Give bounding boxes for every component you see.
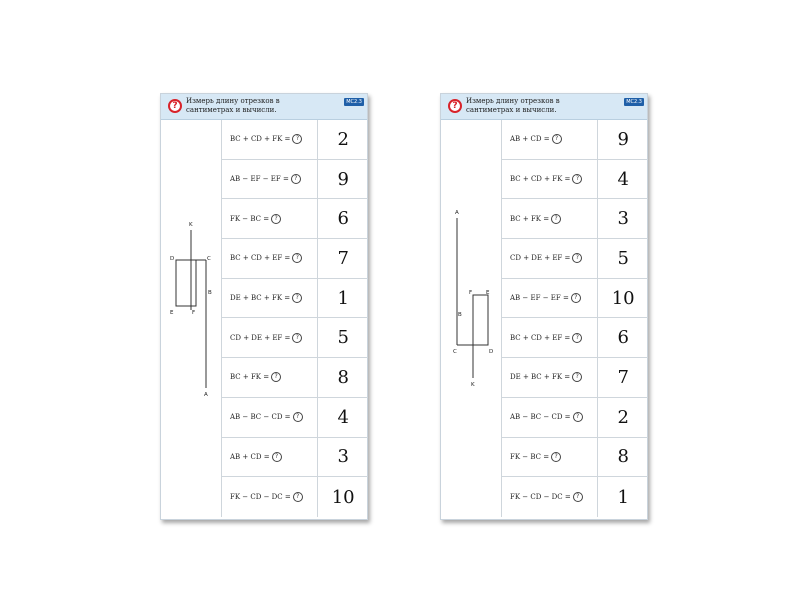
expression-cell [222,174,317,184]
table-row [222,199,368,239]
table-row [502,239,648,279]
question-mark-icon: ? [272,452,282,462]
question-mark-icon: ? [551,214,561,224]
expression-text: AB − BC − CD = [510,413,571,422]
expression-cell [502,134,597,144]
question-mark-icon: ? [292,134,302,144]
question-mark-icon: ? [293,412,303,422]
expression-table [501,120,648,517]
point-c-label: C [207,256,211,262]
point-c-label: C [453,349,457,355]
question-mark-icon: ? [573,492,583,502]
expression-cell [502,214,597,224]
expression-text: DE + BC + FK = [510,373,571,382]
answer-cell: 10 [317,477,368,517]
answer-cell: 8 [597,438,648,477]
answer-cell: 7 [597,358,648,397]
answer-cell: 9 [597,120,648,159]
expression-text: FK − BC = [230,214,270,223]
table-row [222,477,368,517]
point-k-label: K [189,222,193,228]
expression-cell [502,333,597,343]
table-row [222,318,368,358]
expression-text: CD + DE + EF = [230,333,291,342]
table-row [222,239,368,279]
question-mark-icon: ? [552,134,562,144]
question-mark-icon: ? [292,333,302,343]
point-a-label: A [204,392,208,398]
expression-text: CD + DE + EF = [510,254,571,263]
question-mark-icon: ? [271,214,281,224]
question-mark-icon: ? [293,492,303,502]
answer-cell: 3 [597,199,648,238]
table-row [502,358,648,398]
expression-cell [222,333,317,343]
table-row [502,477,648,517]
answer-cell: 2 [597,398,648,437]
expression-text: FK − CD − DC = [510,493,571,502]
segment-figure [441,120,501,518]
table-row [502,120,648,160]
expression-text: BC + CD + EF = [510,333,571,342]
answer-cell: 9 [317,160,368,199]
answer-cell: 2 [317,120,368,159]
table-row [502,160,648,200]
expression-table [221,120,368,517]
expression-text: AB + CD = [510,135,550,144]
table-row [222,398,368,438]
question-mark-icon: ? [551,452,561,462]
task-code-badge: МС2.3 [346,99,362,105]
expression-cell [502,412,597,422]
expression-text: AB − BC − CD = [230,413,291,422]
question-mark-icon: ? [572,372,582,382]
question-mark-icon: ? [572,253,582,263]
answer-cell: 5 [317,318,368,357]
table-row [502,199,648,239]
question-mark-icon: ? [271,372,281,382]
answer-cell: 10 [597,279,648,318]
expression-text: FK − BC = [510,452,550,461]
point-d-label: D [489,349,494,355]
expression-text: AB − EF − EF = [510,294,569,303]
table-row [222,279,368,319]
table-row [222,160,368,200]
table-row [222,120,368,160]
expression-text: DE + BC + FK = [230,294,291,303]
point-b-label: B [458,312,462,318]
table-row [502,279,648,319]
question-mark-icon: ? [291,174,301,184]
expression-cell [502,174,597,184]
answer-cell: 1 [597,477,648,517]
answer-cell: 6 [317,199,368,238]
question-icon: ? [448,99,462,113]
expression-cell [222,134,317,144]
point-f-label: F [192,310,196,316]
expression-text: BC + FK = [510,214,550,223]
expression-cell [502,492,597,502]
expression-text: BC + CD + FK = [510,175,571,184]
expression-text: AB + CD = [230,452,270,461]
question-mark-icon: ? [292,253,302,263]
expression-cell [502,253,597,263]
answer-cell: 7 [317,239,368,278]
expression-cell [222,452,317,462]
point-d-label: D [170,256,175,262]
expression-cell [222,492,317,502]
question-mark-icon: ? [572,174,582,184]
card-header [161,94,367,120]
question-mark-icon: ? [573,412,583,422]
answer-cell: 5 [597,239,648,278]
answer-cell: 3 [317,438,368,477]
expression-cell [222,253,317,263]
answer-cell: 4 [597,160,648,199]
table-row [222,438,368,478]
table-row [502,398,648,438]
expression-cell [222,293,317,303]
question-icon: ? [168,99,182,113]
point-e-label: E [486,290,490,296]
expression-text: BC + CD + EF = [230,254,291,263]
expression-text: AB − EF − EF = [230,175,289,184]
task-card-2 [440,93,648,520]
answer-cell: 1 [317,279,368,318]
point-b-label: B [208,290,212,296]
point-k-label: K [471,382,475,388]
point-f-label: F [469,290,473,296]
segment-figure [161,120,221,518]
point-e-label: E [170,310,174,316]
expression-cell [502,293,597,303]
table-row [222,358,368,398]
expression-text: FK − CD − DC = [230,493,291,502]
expression-cell [502,372,597,382]
answer-cell: 8 [317,358,368,397]
question-mark-icon: ? [571,293,581,303]
instruction-text: Измерь длину отрезков в сантиметрах и вычисли. [466,97,560,114]
point-a-label: A [455,210,459,216]
card-header [441,94,647,120]
question-mark-icon: ? [292,293,302,303]
expression-cell [222,372,317,382]
table-row [502,318,648,358]
expression-text: BC + FK = [230,373,270,382]
expression-cell [502,452,597,462]
table-row [502,438,648,478]
expression-cell [222,412,317,422]
answer-cell: 6 [597,318,648,357]
task-code-badge: МС2.3 [626,99,642,105]
expression-cell [222,214,317,224]
expression-text: BC + CD + FK = [230,135,291,144]
question-mark-icon: ? [572,333,582,343]
task-card-1 [160,93,368,520]
answer-cell: 4 [317,398,368,437]
instruction-text: Измерь длину отрезков в сантиметрах и вычисли. [186,97,280,114]
